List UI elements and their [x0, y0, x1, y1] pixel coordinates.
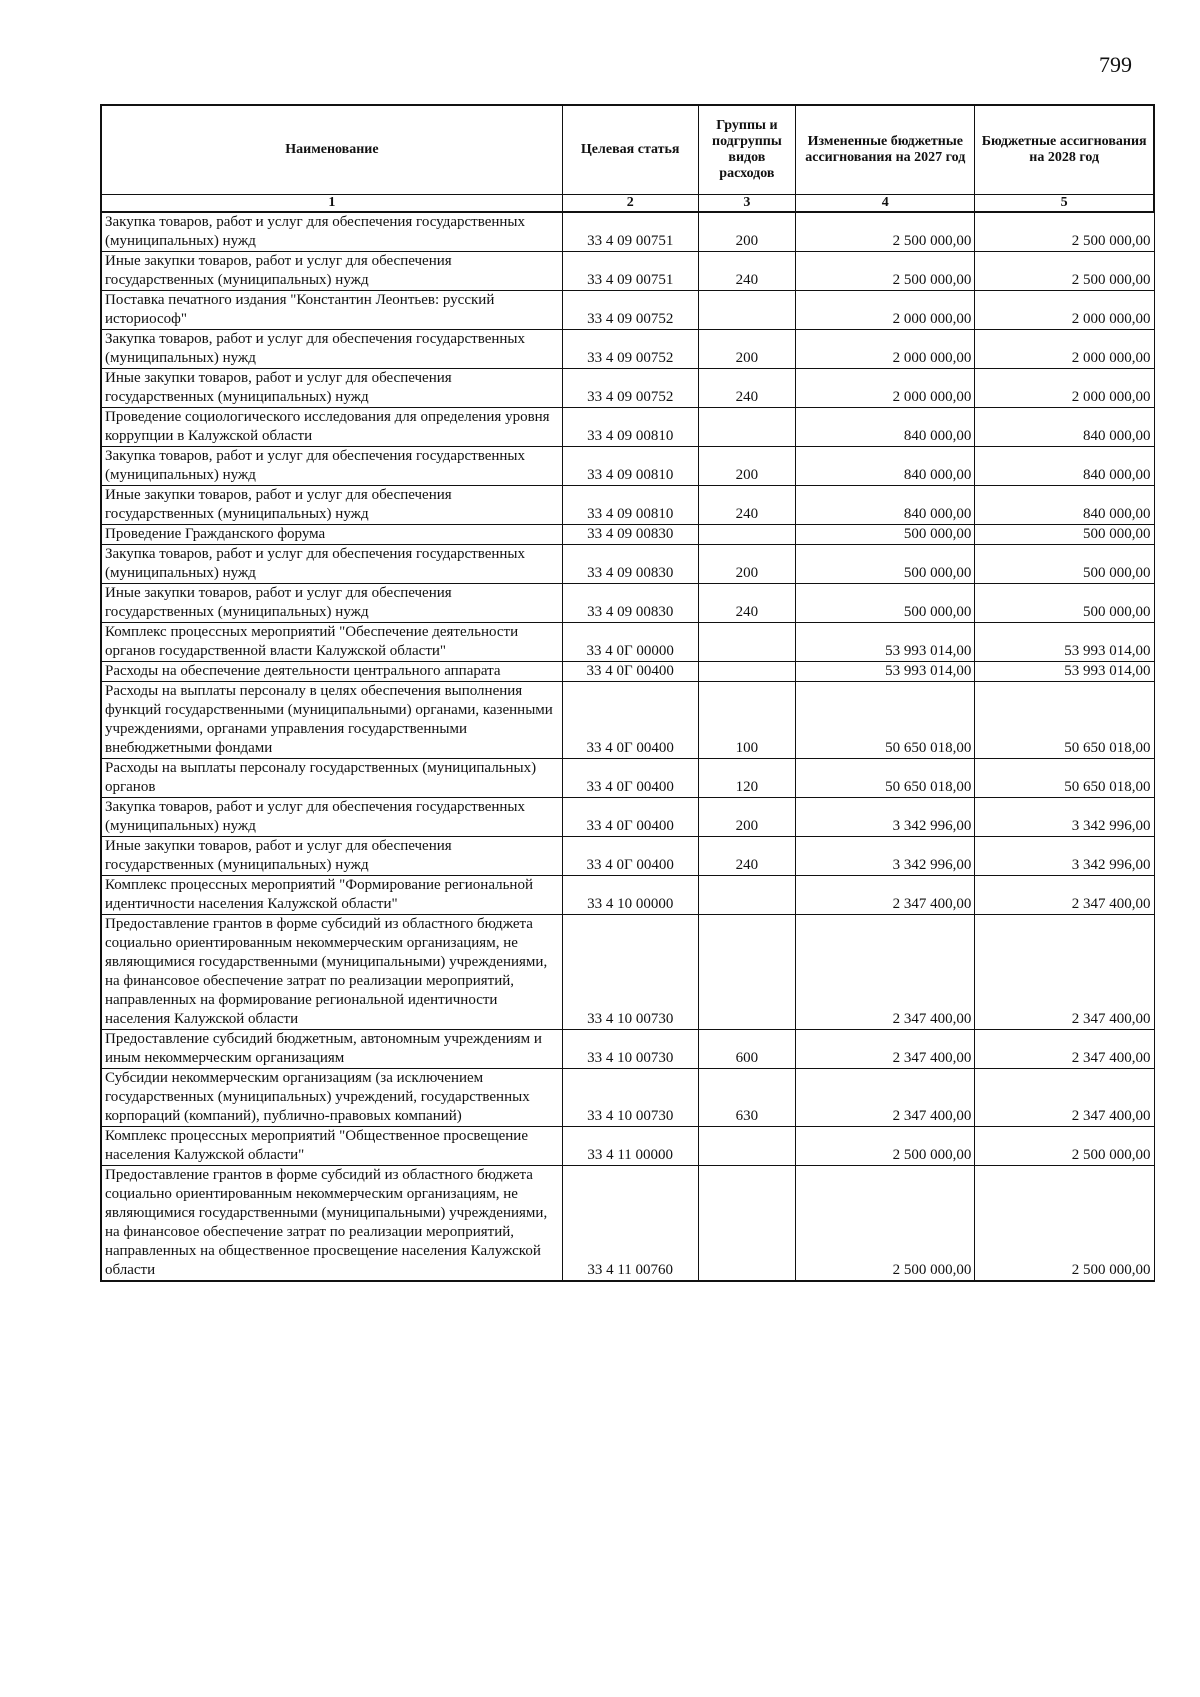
table-row [101, 915, 1154, 1030]
row-name: Предоставление грантов в форме субсидий из областного бюджета социально ориентированным некоммерческим организациям, не являющимися государственными (муниципальными) учреждениями, на финансовое обеспечение затрат по реализации мероприятий, направленных на общественное просвещение населения Калужской области [101, 1166, 562, 1282]
row-expense-group [698, 1166, 796, 1282]
column-number-row [101, 195, 1154, 213]
row-name: Субсидии некоммерческим организациям (за исключением государственных (муниципальных) учреждений, государственных корпораций (компаний), публично-правовых компаний) [101, 1069, 562, 1127]
row-amount-2028: 2 000 000,00 [975, 369, 1154, 408]
table-row [101, 1030, 1154, 1069]
row-name: Комплекс процессных мероприятий "Формирование региональной идентичности населения Калужской области" [101, 876, 562, 915]
row-amount-2028: 840 000,00 [975, 486, 1154, 525]
row-expense-group: 100 [698, 682, 796, 759]
table-row [101, 1166, 1154, 1282]
row-target-article: 33 4 0Г 00400 [562, 682, 698, 759]
table-row [101, 212, 1154, 252]
row-target-article: 33 4 11 00760 [562, 1166, 698, 1282]
table-row [101, 545, 1154, 584]
row-name: Иные закупки товаров, работ и услуг для обеспечения государственных (муниципальных) нужд [101, 584, 562, 623]
row-name: Закупка товаров, работ и услуг для обеспечения государственных (муниципальных) нужд [101, 798, 562, 837]
row-amount-2027: 840 000,00 [796, 486, 975, 525]
table-body [101, 212, 1154, 1281]
row-amount-2028: 840 000,00 [975, 447, 1154, 486]
row-name: Закупка товаров, работ и услуг для обеспечения государственных (муниципальных) нужд [101, 212, 562, 252]
row-name: Предоставление субсидий бюджетным, автономным учреждениям и иным некоммерческим организациям [101, 1030, 562, 1069]
row-name: Расходы на выплаты персоналу в целях обеспечения выполнения функций государственными (муниципальными) органами, казенными учреждениями, органами управления государственными внебюджетными фондами [101, 682, 562, 759]
column-number: 3 [698, 195, 796, 213]
row-amount-2027: 2 347 400,00 [796, 876, 975, 915]
row-amount-2027: 2 500 000,00 [796, 1127, 975, 1166]
row-amount-2028: 2 500 000,00 [975, 212, 1154, 252]
table-row [101, 447, 1154, 486]
row-name: Проведение Гражданского форума [101, 525, 562, 545]
row-target-article: 33 4 0Г 00000 [562, 623, 698, 662]
row-name: Иные закупки товаров, работ и услуг для обеспечения государственных (муниципальных) нужд [101, 486, 562, 525]
row-name: Закупка товаров, работ и услуг для обеспечения государственных (муниципальных) нужд [101, 447, 562, 486]
row-name: Предоставление грантов в форме субсидий из областного бюджета социально ориентированным некоммерческим организациям, не являющимися государственными (муниципальными) учреждениями, на финансовое обеспечение затрат по реализации мероприятий, направленных на формирование региональной идентичности населения Калужской области [101, 915, 562, 1030]
row-target-article: 33 4 0Г 00400 [562, 759, 698, 798]
row-amount-2027: 500 000,00 [796, 525, 975, 545]
row-expense-group: 240 [698, 837, 796, 876]
row-amount-2028: 53 993 014,00 [975, 623, 1154, 662]
row-name: Комплекс процессных мероприятий "Общественное просвещение населения Калужской области" [101, 1127, 562, 1166]
table-row [101, 662, 1154, 682]
column-number: 1 [101, 195, 562, 213]
column-number: 4 [796, 195, 975, 213]
row-amount-2028: 2 347 400,00 [975, 876, 1154, 915]
table-row [101, 525, 1154, 545]
row-expense-group: 600 [698, 1030, 796, 1069]
row-name: Поставка печатного издания "Константин Леонтьев: русский историософ" [101, 291, 562, 330]
row-amount-2027: 840 000,00 [796, 447, 975, 486]
header-allocations-2028: Бюджетные ассигнования на 2028 год [975, 105, 1154, 195]
row-target-article: 33 4 09 00751 [562, 252, 698, 291]
header-name: Наименование [101, 105, 562, 195]
row-target-article: 33 4 09 00810 [562, 408, 698, 447]
table-row [101, 759, 1154, 798]
table-row [101, 837, 1154, 876]
row-target-article: 33 4 09 00752 [562, 369, 698, 408]
row-amount-2027: 2 000 000,00 [796, 291, 975, 330]
row-target-article: 33 4 11 00000 [562, 1127, 698, 1166]
table-row [101, 876, 1154, 915]
table-row [101, 798, 1154, 837]
row-target-article: 33 4 0Г 00400 [562, 798, 698, 837]
column-number: 2 [562, 195, 698, 213]
row-amount-2027: 50 650 018,00 [796, 759, 975, 798]
row-amount-2028: 500 000,00 [975, 525, 1154, 545]
row-amount-2028: 2 500 000,00 [975, 1127, 1154, 1166]
row-amount-2027: 500 000,00 [796, 545, 975, 584]
row-name: Расходы на выплаты персоналу государственных (муниципальных) органов [101, 759, 562, 798]
row-amount-2028: 2 347 400,00 [975, 1069, 1154, 1127]
row-target-article: 33 4 09 00752 [562, 291, 698, 330]
row-target-article: 33 4 09 00810 [562, 447, 698, 486]
row-amount-2027: 2 000 000,00 [796, 330, 975, 369]
table-row [101, 1127, 1154, 1166]
row-expense-group: 200 [698, 545, 796, 584]
row-amount-2027: 2 500 000,00 [796, 212, 975, 252]
row-name: Иные закупки товаров, работ и услуг для обеспечения государственных (муниципальных) нужд [101, 369, 562, 408]
header-allocations-2027: Измененные бюджетные ассигнования на 2027 год [796, 105, 975, 195]
row-amount-2028: 3 342 996,00 [975, 798, 1154, 837]
row-expense-group [698, 623, 796, 662]
row-amount-2028: 3 342 996,00 [975, 837, 1154, 876]
table-row [101, 252, 1154, 291]
row-target-article: 33 4 09 00752 [562, 330, 698, 369]
row-expense-group [698, 662, 796, 682]
row-expense-group: 120 [698, 759, 796, 798]
row-expense-group: 240 [698, 486, 796, 525]
row-target-article: 33 4 10 00730 [562, 1030, 698, 1069]
row-expense-group: 200 [698, 447, 796, 486]
row-amount-2028: 2 347 400,00 [975, 915, 1154, 1030]
row-expense-group: 200 [698, 212, 796, 252]
row-amount-2028: 2 347 400,00 [975, 1030, 1154, 1069]
row-target-article: 33 4 0Г 00400 [562, 837, 698, 876]
row-expense-group: 240 [698, 369, 796, 408]
row-amount-2028: 2 000 000,00 [975, 291, 1154, 330]
table-row [101, 291, 1154, 330]
row-amount-2027: 3 342 996,00 [796, 798, 975, 837]
row-amount-2027: 53 993 014,00 [796, 623, 975, 662]
row-amount-2027: 50 650 018,00 [796, 682, 975, 759]
table-row [101, 486, 1154, 525]
row-amount-2027: 53 993 014,00 [796, 662, 975, 682]
header-expense-groups: Группы и подгруппы видов расходов [698, 105, 796, 195]
row-amount-2027: 2 347 400,00 [796, 915, 975, 1030]
row-target-article: 33 4 09 00810 [562, 486, 698, 525]
row-amount-2028: 2 500 000,00 [975, 252, 1154, 291]
row-target-article: 33 4 10 00730 [562, 915, 698, 1030]
row-expense-group [698, 408, 796, 447]
row-amount-2028: 50 650 018,00 [975, 682, 1154, 759]
row-expense-group: 630 [698, 1069, 796, 1127]
row-name: Расходы на обеспечение деятельности центрального аппарата [101, 662, 562, 682]
row-name: Иные закупки товаров, работ и услуг для обеспечения государственных (муниципальных) нужд [101, 252, 562, 291]
row-name: Иные закупки товаров, работ и услуг для обеспечения государственных (муниципальных) нужд [101, 837, 562, 876]
table-header-row [101, 105, 1154, 195]
row-expense-group [698, 1127, 796, 1166]
row-expense-group: 240 [698, 584, 796, 623]
row-target-article: 33 4 0Г 00400 [562, 662, 698, 682]
row-amount-2028: 2 500 000,00 [975, 1166, 1154, 1282]
row-name: Закупка товаров, работ и услуг для обеспечения государственных (муниципальных) нужд [101, 545, 562, 584]
column-number: 5 [975, 195, 1154, 213]
row-amount-2027: 2 500 000,00 [796, 1166, 975, 1282]
row-expense-group: 200 [698, 330, 796, 369]
row-name: Проведение социологического исследования для определения уровня коррупции в Калужской области [101, 408, 562, 447]
row-amount-2027: 840 000,00 [796, 408, 975, 447]
table-row [101, 1069, 1154, 1127]
row-expense-group [698, 291, 796, 330]
header-target-article: Целевая статья [562, 105, 698, 195]
row-expense-group: 240 [698, 252, 796, 291]
row-name: Закупка товаров, работ и услуг для обеспечения государственных (муниципальных) нужд [101, 330, 562, 369]
table-row [101, 369, 1154, 408]
row-amount-2027: 3 342 996,00 [796, 837, 975, 876]
table-row [101, 408, 1154, 447]
row-target-article: 33 4 09 00751 [562, 212, 698, 252]
table-row [101, 584, 1154, 623]
row-amount-2028: 500 000,00 [975, 584, 1154, 623]
row-target-article: 33 4 10 00730 [562, 1069, 698, 1127]
row-target-article: 33 4 09 00830 [562, 545, 698, 584]
row-expense-group: 200 [698, 798, 796, 837]
row-amount-2027: 2 347 400,00 [796, 1030, 975, 1069]
row-target-article: 33 4 10 00000 [562, 876, 698, 915]
row-amount-2028: 50 650 018,00 [975, 759, 1154, 798]
row-amount-2027: 2 000 000,00 [796, 369, 975, 408]
table-row [101, 682, 1154, 759]
row-target-article: 33 4 09 00830 [562, 525, 698, 545]
row-amount-2028: 500 000,00 [975, 545, 1154, 584]
row-amount-2028: 2 000 000,00 [975, 330, 1154, 369]
row-amount-2028: 840 000,00 [975, 408, 1154, 447]
row-target-article: 33 4 09 00830 [562, 584, 698, 623]
budget-table [100, 104, 1155, 1282]
row-amount-2027: 500 000,00 [796, 584, 975, 623]
row-expense-group [698, 876, 796, 915]
row-expense-group [698, 525, 796, 545]
table-row [101, 330, 1154, 369]
table-row [101, 623, 1154, 662]
row-expense-group [698, 915, 796, 1030]
row-amount-2028: 53 993 014,00 [975, 662, 1154, 682]
row-name: Комплекс процессных мероприятий "Обеспечение деятельности органов государственной власти Калужской области" [101, 623, 562, 662]
row-amount-2027: 2 500 000,00 [796, 252, 975, 291]
page-number: 799 [1099, 52, 1132, 77]
row-amount-2027: 2 347 400,00 [796, 1069, 975, 1127]
